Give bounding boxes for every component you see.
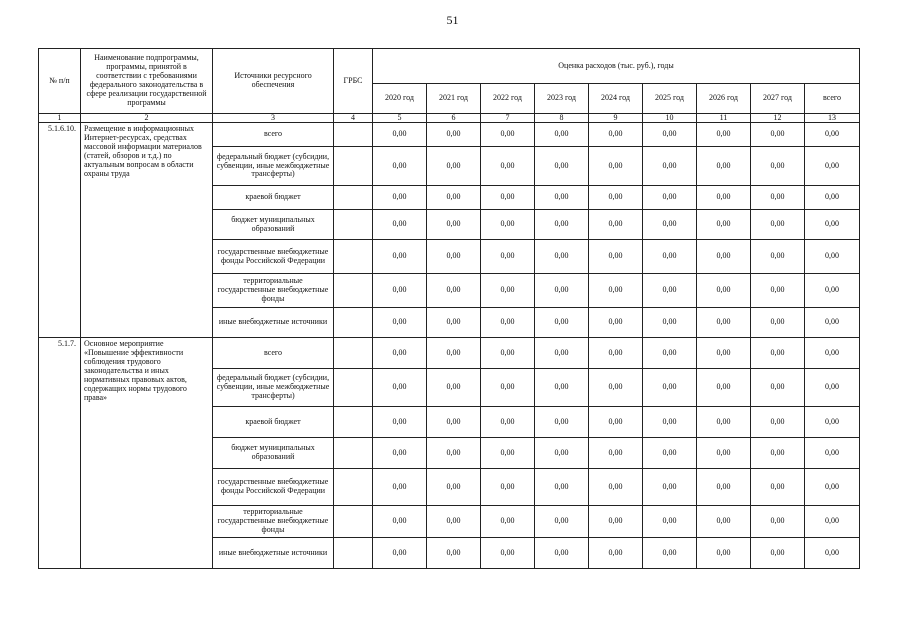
value-cell: 0,00 bbox=[373, 240, 427, 274]
value-cell: 0,00 bbox=[589, 147, 643, 186]
value-cell: 0,00 bbox=[589, 274, 643, 308]
grbs-cell bbox=[334, 274, 373, 308]
value-cell: 0,00 bbox=[751, 407, 805, 438]
value-cell: 0,00 bbox=[805, 338, 860, 369]
funding-source: территориальные государственные внебюджетные фонды bbox=[213, 506, 334, 538]
value-cell: 0,00 bbox=[805, 210, 860, 240]
funding-source: государственные внебюджетные фонды Российской Федерации bbox=[213, 469, 334, 506]
grbs-cell bbox=[334, 369, 373, 407]
value-cell: 0,00 bbox=[427, 369, 481, 407]
value-cell: 0,00 bbox=[751, 123, 805, 147]
value-cell: 0,00 bbox=[427, 210, 481, 240]
value-cell: 0,00 bbox=[697, 147, 751, 186]
value-cell: 0,00 bbox=[427, 338, 481, 369]
value-cell: 0,00 bbox=[373, 123, 427, 147]
value-cell: 0,00 bbox=[427, 506, 481, 538]
column-number: 9 bbox=[589, 114, 643, 123]
expense-table bbox=[38, 48, 860, 569]
value-cell: 0,00 bbox=[751, 438, 805, 469]
value-cell: 0,00 bbox=[805, 186, 860, 210]
funding-source: государственные внебюджетные фонды Российской Федерации bbox=[213, 240, 334, 274]
value-cell: 0,00 bbox=[427, 438, 481, 469]
value-cell: 0,00 bbox=[427, 240, 481, 274]
column-number: 2 bbox=[81, 114, 213, 123]
value-cell: 0,00 bbox=[427, 538, 481, 569]
value-cell: 0,00 bbox=[481, 369, 535, 407]
value-cell: 0,00 bbox=[373, 538, 427, 569]
value-cell: 0,00 bbox=[589, 123, 643, 147]
funding-source: краевой бюджет bbox=[213, 407, 334, 438]
value-cell: 0,00 bbox=[751, 186, 805, 210]
value-cell: 0,00 bbox=[427, 186, 481, 210]
value-cell: 0,00 bbox=[589, 186, 643, 210]
value-cell: 0,00 bbox=[589, 308, 643, 338]
table-row bbox=[39, 338, 860, 369]
column-number: 12 bbox=[751, 114, 805, 123]
column-number: 5 bbox=[373, 114, 427, 123]
value-cell: 0,00 bbox=[751, 147, 805, 186]
grbs-cell bbox=[334, 538, 373, 569]
value-cell: 0,00 bbox=[373, 210, 427, 240]
value-cell: 0,00 bbox=[373, 338, 427, 369]
value-cell: 0,00 bbox=[535, 407, 589, 438]
value-cell: 0,00 bbox=[427, 274, 481, 308]
value-cell: 0,00 bbox=[697, 438, 751, 469]
value-cell: 0,00 bbox=[805, 308, 860, 338]
grbs-cell bbox=[334, 469, 373, 506]
value-cell: 0,00 bbox=[697, 338, 751, 369]
grbs-cell bbox=[334, 506, 373, 538]
value-cell: 0,00 bbox=[697, 308, 751, 338]
value-cell: 0,00 bbox=[643, 438, 697, 469]
column-number: 7 bbox=[481, 114, 535, 123]
value-cell: 0,00 bbox=[535, 369, 589, 407]
value-cell: 0,00 bbox=[589, 210, 643, 240]
value-cell: 0,00 bbox=[373, 147, 427, 186]
year-header: всего bbox=[805, 84, 860, 114]
funding-source: федеральный бюджет (субсидии, субвенции, иные межбюджетные трансферты) bbox=[213, 147, 334, 186]
value-cell: 0,00 bbox=[535, 338, 589, 369]
value-cell: 0,00 bbox=[643, 407, 697, 438]
value-cell: 0,00 bbox=[535, 538, 589, 569]
year-header: 2020 год bbox=[373, 84, 427, 114]
value-cell: 0,00 bbox=[751, 308, 805, 338]
value-cell: 0,00 bbox=[805, 123, 860, 147]
value-cell: 0,00 bbox=[373, 186, 427, 210]
year-header: 2022 год bbox=[481, 84, 535, 114]
header-name: Наименование подпрограммы, программы, принятой в соответствии с требованиями федерального законодательства в сфере реализации государственной программы bbox=[81, 49, 213, 114]
value-cell: 0,00 bbox=[751, 274, 805, 308]
funding-source: бюджет муниципальных образований bbox=[213, 210, 334, 240]
value-cell: 0,00 bbox=[481, 210, 535, 240]
column-number: 6 bbox=[427, 114, 481, 123]
value-cell: 0,00 bbox=[751, 469, 805, 506]
value-cell: 0,00 bbox=[427, 469, 481, 506]
value-cell: 0,00 bbox=[805, 506, 860, 538]
value-cell: 0,00 bbox=[643, 147, 697, 186]
value-cell: 0,00 bbox=[697, 538, 751, 569]
value-cell: 0,00 bbox=[535, 147, 589, 186]
value-cell: 0,00 bbox=[589, 240, 643, 274]
year-header: 2021 год bbox=[427, 84, 481, 114]
value-cell: 0,00 bbox=[751, 210, 805, 240]
value-cell: 0,00 bbox=[481, 469, 535, 506]
value-cell: 0,00 bbox=[805, 438, 860, 469]
header-estimate: Оценка расходов (тыс. руб.), годы bbox=[373, 49, 860, 84]
value-cell: 0,00 bbox=[751, 369, 805, 407]
value-cell: 0,00 bbox=[697, 369, 751, 407]
value-cell: 0,00 bbox=[535, 308, 589, 338]
value-cell: 0,00 bbox=[373, 506, 427, 538]
value-cell: 0,00 bbox=[805, 147, 860, 186]
value-cell: 0,00 bbox=[373, 407, 427, 438]
value-cell: 0,00 bbox=[535, 186, 589, 210]
value-cell: 0,00 bbox=[805, 369, 860, 407]
header-source: Источники ресурсного обеспечения bbox=[213, 49, 334, 114]
column-number: 4 bbox=[334, 114, 373, 123]
value-cell: 0,00 bbox=[481, 407, 535, 438]
column-number: 13 bbox=[805, 114, 860, 123]
grbs-cell bbox=[334, 240, 373, 274]
value-cell: 0,00 bbox=[589, 338, 643, 369]
value-cell: 0,00 bbox=[481, 147, 535, 186]
year-header: 2026 год bbox=[697, 84, 751, 114]
grbs-cell bbox=[334, 186, 373, 210]
value-cell: 0,00 bbox=[373, 369, 427, 407]
grbs-cell bbox=[334, 210, 373, 240]
item-name: Размещение в информационных Интернет-ресурсах, средствах массовой информации материалов (статей, обзоров и т.д.) по актуальным вопросам в области охраны труда bbox=[81, 123, 213, 338]
value-cell: 0,00 bbox=[535, 240, 589, 274]
value-cell: 0,00 bbox=[481, 186, 535, 210]
value-cell: 0,00 bbox=[373, 274, 427, 308]
value-cell: 0,00 bbox=[589, 538, 643, 569]
value-cell: 0,00 bbox=[643, 506, 697, 538]
value-cell: 0,00 bbox=[535, 123, 589, 147]
year-header: 2027 год bbox=[751, 84, 805, 114]
value-cell: 0,00 bbox=[805, 240, 860, 274]
value-cell: 0,00 bbox=[805, 407, 860, 438]
grbs-cell bbox=[334, 407, 373, 438]
funding-source: всего bbox=[213, 338, 334, 369]
funding-source: бюджет муниципальных образований bbox=[213, 438, 334, 469]
funding-source: краевой бюджет bbox=[213, 186, 334, 210]
funding-source: иные внебюджетные источники bbox=[213, 308, 334, 338]
column-number: 10 bbox=[643, 114, 697, 123]
value-cell: 0,00 bbox=[751, 338, 805, 369]
value-cell: 0,00 bbox=[643, 240, 697, 274]
page-number: 51 bbox=[446, 13, 459, 27]
value-cell: 0,00 bbox=[643, 369, 697, 407]
item-number: 5.1.6.10. bbox=[39, 123, 81, 338]
table-row bbox=[39, 123, 860, 147]
value-cell: 0,00 bbox=[481, 538, 535, 569]
value-cell: 0,00 bbox=[373, 308, 427, 338]
value-cell: 0,00 bbox=[805, 469, 860, 506]
value-cell: 0,00 bbox=[427, 123, 481, 147]
value-cell: 0,00 bbox=[643, 210, 697, 240]
grbs-cell bbox=[334, 147, 373, 186]
value-cell: 0,00 bbox=[589, 506, 643, 538]
funding-source: федеральный бюджет (субсидии, субвенции, иные межбюджетные трансферты) bbox=[213, 369, 334, 407]
value-cell: 0,00 bbox=[535, 506, 589, 538]
value-cell: 0,00 bbox=[697, 210, 751, 240]
value-cell: 0,00 bbox=[589, 407, 643, 438]
value-cell: 0,00 bbox=[697, 469, 751, 506]
value-cell: 0,00 bbox=[481, 338, 535, 369]
value-cell: 0,00 bbox=[535, 438, 589, 469]
item-name: Основное мероприятие «Повышение эффективности соблюдения трудового законодательства и иных нормативных правовых актов, содержащих нормы трудового права» bbox=[81, 338, 213, 569]
header-grbs: ГРБС bbox=[334, 49, 373, 114]
value-cell: 0,00 bbox=[481, 240, 535, 274]
value-cell: 0,00 bbox=[643, 308, 697, 338]
value-cell: 0,00 bbox=[805, 538, 860, 569]
value-cell: 0,00 bbox=[751, 506, 805, 538]
column-number: 3 bbox=[213, 114, 334, 123]
value-cell: 0,00 bbox=[481, 274, 535, 308]
value-cell: 0,00 bbox=[697, 506, 751, 538]
value-cell: 0,00 bbox=[373, 469, 427, 506]
funding-source: всего bbox=[213, 123, 334, 147]
value-cell: 0,00 bbox=[427, 147, 481, 186]
column-number: 8 bbox=[535, 114, 589, 123]
value-cell: 0,00 bbox=[697, 407, 751, 438]
value-cell: 0,00 bbox=[643, 338, 697, 369]
value-cell: 0,00 bbox=[589, 369, 643, 407]
value-cell: 0,00 bbox=[805, 274, 860, 308]
item-number: 5.1.7. bbox=[39, 338, 81, 569]
value-cell: 0,00 bbox=[697, 123, 751, 147]
value-cell: 0,00 bbox=[751, 538, 805, 569]
value-cell: 0,00 bbox=[535, 469, 589, 506]
value-cell: 0,00 bbox=[643, 469, 697, 506]
value-cell: 0,00 bbox=[589, 438, 643, 469]
value-cell: 0,00 bbox=[697, 186, 751, 210]
value-cell: 0,00 bbox=[697, 274, 751, 308]
funding-source: территориальные государственные внебюджетные фонды bbox=[213, 274, 334, 308]
value-cell: 0,00 bbox=[373, 438, 427, 469]
value-cell: 0,00 bbox=[643, 186, 697, 210]
value-cell: 0,00 bbox=[427, 308, 481, 338]
grbs-cell bbox=[334, 338, 373, 369]
funding-source: иные внебюджетные источники bbox=[213, 538, 334, 569]
value-cell: 0,00 bbox=[481, 308, 535, 338]
value-cell: 0,00 bbox=[427, 407, 481, 438]
value-cell: 0,00 bbox=[535, 274, 589, 308]
column-number: 1 bbox=[39, 114, 81, 123]
value-cell: 0,00 bbox=[535, 210, 589, 240]
column-number: 11 bbox=[697, 114, 751, 123]
value-cell: 0,00 bbox=[481, 506, 535, 538]
header-num: № п/п bbox=[39, 49, 81, 114]
grbs-cell bbox=[334, 123, 373, 147]
value-cell: 0,00 bbox=[697, 240, 751, 274]
year-header: 2024 год bbox=[589, 84, 643, 114]
value-cell: 0,00 bbox=[481, 123, 535, 147]
year-header: 2025 год bbox=[643, 84, 697, 114]
year-header: 2023 год bbox=[535, 84, 589, 114]
value-cell: 0,00 bbox=[751, 240, 805, 274]
value-cell: 0,00 bbox=[643, 538, 697, 569]
grbs-cell bbox=[334, 438, 373, 469]
grbs-cell bbox=[334, 308, 373, 338]
value-cell: 0,00 bbox=[589, 469, 643, 506]
value-cell: 0,00 bbox=[481, 438, 535, 469]
value-cell: 0,00 bbox=[643, 274, 697, 308]
value-cell: 0,00 bbox=[643, 123, 697, 147]
